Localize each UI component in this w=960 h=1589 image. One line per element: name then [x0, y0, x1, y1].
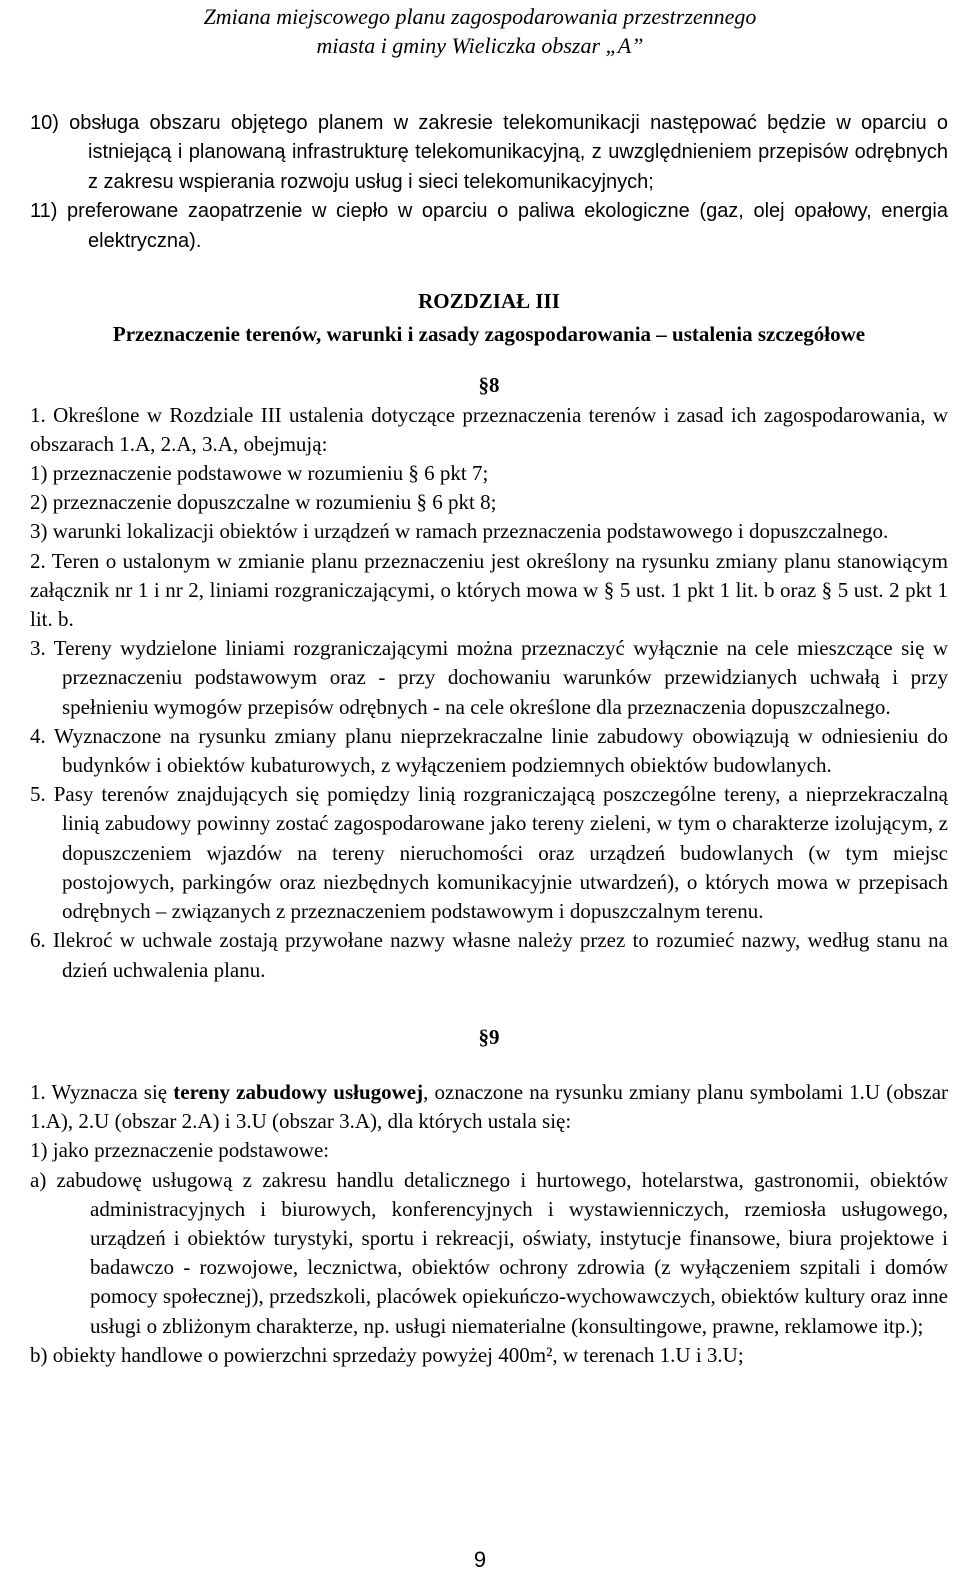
sec9-item-b: b) obiekty handlowe o powierzchni sprzedaży powyżej 400m², w terenach 1.U i 3.U; — [30, 1342, 744, 1367]
section-9-heading: §9 — [478, 1024, 500, 1049]
sec8-item-1-1: 1) przeznaczenie podstawowe w rozumieniu § 6 pkt 7; — [30, 461, 489, 486]
page-header — [0, 0, 960, 60]
page-number: 9 — [473, 1547, 487, 1572]
sec8-item-3: 3. Tereny wydzielone liniami rozgraniczającymi można przeznaczyć wyłącznie na cele mieszczące się w przeznaczeniu podstawowym oraz - przy dochowaniu warunków przewidzianych uchwałą i przy spełnieniu wymogów przepisów odrębnych - na cele określone dla przeznaczenia dopuszczalnego. — [30, 636, 948, 719]
chapter-title: ROZDZIAŁ III — [418, 289, 560, 314]
sec9-item-1-post: , oznaczone na rysunku zmiany planu symbolami 1.U (obszar 1.A), 2.U (obszar 2.A) i 3.U (obszar 3.A), dla których ustala się: — [30, 1079, 949, 1134]
sec8-item-6: 6. Ilekroć w uchwale zostają przywołane nazwy własne należy przez to rozumieć nazwy, według stanu na dzień uchwalenia planu. — [30, 928, 948, 982]
header-line-2: miasta i gminy Wieliczka obszar „A” — [316, 33, 644, 58]
chapter-subtitle: Przeznaczenie terenów, warunki i zasady zagospodarowania – ustalenia szczegółowe — [112, 322, 866, 347]
item-11: 11) preferowane zaopatrzenie w ciepło w oparciu o paliwa ekologiczne (gaz, olej opałowy, energia elektryczna). — [30, 200, 948, 252]
sec8-item-1-3: 3) warunki lokalizacji obiektów i urządzeń w ramach przeznaczenia podstawowego i dopuszczalnego. — [30, 519, 889, 544]
sec9-item-1-bold: tereny zabudowy usługowej — [173, 1079, 424, 1104]
sec8-item-1: 1. Określone w Rozdziale III ustalenia dotyczące przeznaczenia terenów i zasad ich zagospodarowania, w obszarach 1.A, 2.A, 3.A, obejmują: — [30, 402, 948, 456]
sec8-item-2: 2. Teren o ustalonym w zmianie planu przeznaczeniu jest określony na rysunku zmiany planu stanowiącym załącznik nr 1 i nr 2, liniami rozgraniczającymi, o których mowa w § 5 ust. 1 pkt 1 lit. b oraz § 5 ust. 2 pkt 1 lit. b. — [30, 548, 948, 632]
sec8-item-4: 4. Wyznaczone na rysunku zmiany planu nieprzekraczalne linie zabudowy obowiązują w odniesieniu do budynków i obiektów kubaturowych, z wyłączeniem podziemnych obiektów budowlanych. — [30, 723, 948, 778]
sec8-item-1-2: 2) przeznaczenie dopuszczalne w rozumieniu § 6 pkt 8; — [30, 490, 497, 515]
sec8-item-5: 5. Pasy terenów znajdujących się pomiędzy linią rozgraniczającą poszczególne tereny, a nieprzekraczalną linią zabudowy powinny zostać zagospodarowane jako tereny zieleni, w tym o charakterze izolującym, z dopuszczeniem wjazdów na tereny nieruchomości oraz urządzeń budowlanych (w tym miejsc postojowych, parkingów oraz niezbędnych komunikacyjnie utwardzeń), o których mowa w przepisach odrębnych – związanych z przeznaczeniem podstawowym i dopuszczalnym terenu. — [30, 782, 948, 924]
section-8-heading: §8 — [478, 373, 500, 398]
sec9-item-1-1: 1) jako przeznaczenie podstawowe: — [30, 1138, 330, 1163]
header-line-1: Zmiana miejscowego planu zagospodarowania przestrzennego — [203, 4, 757, 29]
document-body — [30, 109, 948, 1370]
sec9-item-1 — [30, 1078, 948, 1136]
sec9-item-1-pre: 1. Wyznacza się — [30, 1079, 174, 1104]
item-10: 10) obsługa obszaru objętego planem w zakresie telekomunikacji następować będzie w oparciu o istniejącą i planowaną infrastrukturę telekomunikacyjną, z uwzględnieniem przepisów odrębnych z zakresu wspierania rozwoju usług i sieci telekomunikacyjnych; — [30, 112, 948, 193]
sec9-item-a: a) zabudowę usługową z zakresu handlu detalicznego i hurtowego, hotelarstwa, gastronomii, obiektów administracyjnych i biurowych, konferencyjnych i wystawienniczych, rzemiosła usługowego, urządzeń i obiektów turystyki, sportu i rekreacji, oświaty, instytucje finansowe, biura projektowe i badawczo - rozwojowe, lecznictwa, obiektów ochrony zdrowia (z wyłączeniem szpitali i domów pomocy społecznej), przedszkoli, placówek opiekuńczo-wychowawczych, obiektów kultury oraz inne usługi o zbliżonym charakterze, np. usługi niematerialne (konsultingowe, prawne, reklamowe itp.); — [30, 1167, 948, 1338]
